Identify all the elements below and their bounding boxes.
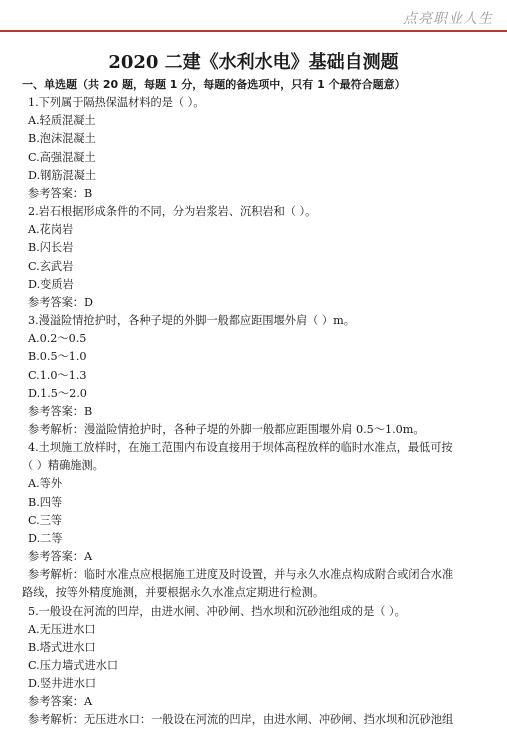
option-b: B.塔式进水口 (28, 640, 96, 654)
explanation: 参考解析：无压进水口：一般设在河流的凹岸，由进水闸、冲砂闸、挡水坝和沉砂池组 (28, 713, 454, 727)
document-body (22, 76, 492, 730)
section-heading: 一、单选题（共 20 题，每题 1 分，每题的备选项中，只有 1 个最符合题意） (22, 78, 406, 91)
question-stem: 2.岩石根据形成条件的不同，分为岩浆岩、沉积岩和（ ）。 (28, 205, 317, 219)
option-c: C.压力墙式进水口 (28, 659, 119, 672)
question-stem: 3.漫溢险情抢护时，各种子堤的外脚一般都应距围堰外肩（ ）m。 (28, 314, 355, 328)
watermark-text: 点亮职业人生 (403, 11, 493, 27)
answer: 参考答案：D (28, 295, 93, 309)
question-stem: 1.下列属于隔热保温材料的是（ ）。 (28, 96, 205, 110)
option-b: B.泡沫混凝土 (28, 132, 96, 146)
option-d: D.变质岩 (28, 277, 74, 291)
option-a: A.无压进水口 (28, 622, 96, 636)
option-c: C.高强混凝土 (28, 150, 96, 164)
option-c: C.1.0～1.3 (28, 368, 87, 382)
question-1 (22, 94, 492, 203)
option-d: D.二等 (28, 531, 63, 545)
explanation-continued: 路线，按等外精度施测，并要根据永久水准点定期进行检测。 (22, 586, 325, 600)
option-c: C.玄武岩 (28, 259, 74, 273)
answer: 参考答案：A (28, 550, 93, 564)
answer: 参考答案：A (28, 695, 93, 709)
question-3 (22, 312, 492, 439)
question-4 (22, 439, 492, 602)
question-stem: 4.土坝施工放样时，在施工范围内布设直接用于坝体高程放样的临时水准点，最低可按 (28, 441, 453, 455)
explanation: 参考解析：漫溢险情抢护时，各种子堤的外脚一般都应距围堰外肩 0.5～1.0m。 (28, 422, 425, 436)
header-divider (0, 30, 507, 32)
option-d: D.竖井进水口 (28, 677, 97, 691)
question-stem-continued: （ ）精确施测。 (22, 459, 104, 473)
option-a: A.0.2～0.5 (28, 332, 87, 346)
question-2 (22, 203, 492, 312)
option-d: D.钢筋混凝土 (28, 168, 97, 182)
explanation: 参考解析：临时水准点应根据施工进度及时设置，并与永久水准点构成附合或闭合水准 (28, 568, 454, 582)
option-b: B.闪长岩 (28, 241, 74, 255)
option-a: A.等外 (28, 477, 63, 491)
question-stem: 5.一般设在河流的凹岸，由进水闸、冲砂闸、挡水坝和沉砂池组成的是（ ）。 (28, 604, 406, 618)
document-title: 2020 二建《水利水电》基础自测题 (108, 52, 399, 73)
option-a: A.轻质混凝土 (28, 114, 96, 128)
answer: 参考答案：B (28, 404, 93, 418)
option-b: B.四等 (28, 495, 63, 509)
option-b: B.0.5～1.0 (28, 350, 87, 364)
option-c: C.三等 (28, 513, 63, 527)
question-5 (22, 603, 492, 730)
option-a: A.花岗岩 (28, 223, 74, 237)
option-d: D.1.5～2.0 (28, 386, 87, 400)
answer: 参考答案：B (28, 186, 93, 200)
